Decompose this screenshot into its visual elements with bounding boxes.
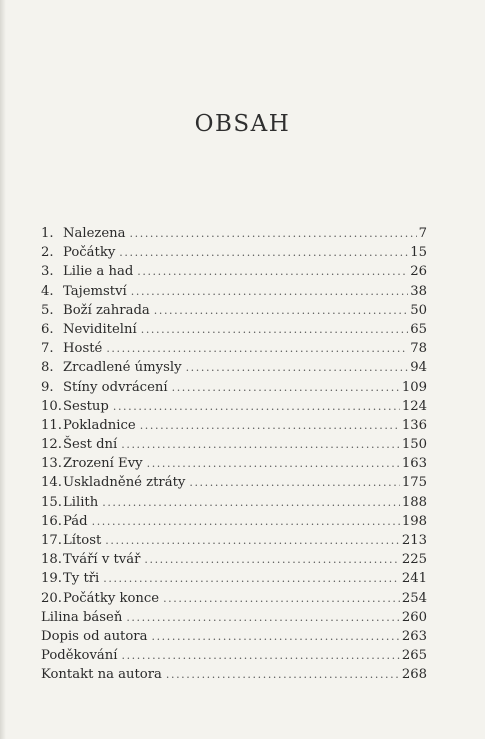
toc-entry <box>41 397 427 416</box>
dot-leader <box>103 569 400 588</box>
toc-entry-title: Uskladněné ztráty <box>63 475 186 491</box>
toc-entry-title: Boží zahrada <box>63 302 150 318</box>
dot-leader <box>119 243 408 262</box>
dot-leader <box>102 493 400 512</box>
toc-entry-number: 20. <box>41 590 62 606</box>
toc-entry-title: Počátky <box>63 245 116 261</box>
toc-entry-page: 225 <box>401 552 427 568</box>
toc-entry <box>41 608 427 627</box>
toc-entry <box>41 262 427 281</box>
toc-entry <box>41 435 427 454</box>
toc-entry-number: 6. <box>41 321 54 337</box>
toc-entry-title: Zrcadlené úmysly <box>63 360 182 376</box>
toc-entry-page: 26 <box>410 264 427 280</box>
toc-entry-page: 65 <box>410 321 427 337</box>
toc-entry-number: 5. <box>41 302 54 318</box>
toc-entry-page: 265 <box>401 648 427 664</box>
toc-entry-number: 7. <box>41 341 54 357</box>
table-of-contents <box>41 224 427 685</box>
dot-leader <box>172 378 400 397</box>
toc-entry-number: 3. <box>41 264 54 280</box>
toc-entry-title: Ty tři <box>63 571 100 587</box>
dot-leader <box>144 550 399 569</box>
toc-entry-title: Tajemství <box>63 283 127 299</box>
toc-entry-number: 15. <box>41 494 62 510</box>
dot-leader <box>126 608 400 627</box>
toc-entry <box>41 646 427 665</box>
toc-entry-title: Hosté <box>63 341 103 357</box>
toc-entry-number: 16. <box>41 513 62 529</box>
toc-entry-title: Pád <box>63 513 88 529</box>
toc-entry <box>41 569 427 588</box>
dot-leader <box>166 665 400 684</box>
page-title: OBSAH <box>194 111 291 137</box>
toc-entry-title: Sestup <box>63 398 109 414</box>
toc-entry-number: 1. <box>41 226 54 241</box>
toc-entry-title: Lítost <box>63 533 102 548</box>
dot-leader <box>92 512 400 531</box>
toc-entry <box>41 531 427 550</box>
dot-leader <box>130 224 417 243</box>
toc-entry-page: 188 <box>401 494 427 510</box>
toc-entry-page: 150 <box>401 437 427 453</box>
toc-entry-page: 38 <box>410 283 427 299</box>
toc-entry <box>41 243 427 262</box>
toc-entry-page: 50 <box>410 302 427 318</box>
dot-leader <box>121 435 400 454</box>
toc-entry-page: 7 <box>418 226 427 241</box>
dot-leader <box>121 646 399 665</box>
toc-entry-number: 2. <box>41 245 54 261</box>
toc-entry-title: Šest dní <box>63 437 118 453</box>
dot-leader <box>151 627 399 646</box>
toc-entry-page: 198 <box>401 513 427 529</box>
toc-entry-page: 94 <box>410 360 427 376</box>
toc-entry <box>41 473 427 492</box>
toc-entry <box>41 224 427 243</box>
toc-entry <box>41 358 427 377</box>
toc-entry-title: Poděkování <box>41 648 118 664</box>
toc-entry-title: Pokladnice <box>63 417 136 433</box>
dot-leader <box>137 262 408 281</box>
toc-entry <box>41 627 427 646</box>
dot-leader <box>105 531 400 550</box>
toc-entry-page: 78 <box>410 341 427 357</box>
toc-entry-page: 109 <box>401 379 427 395</box>
toc-entry-title: Neviditelní <box>63 321 137 337</box>
dot-leader <box>147 454 400 473</box>
toc-entry-page: 213 <box>401 533 427 548</box>
toc-entry-number: 19. <box>41 571 62 587</box>
toc-entry <box>41 665 427 684</box>
toc-entry-number: 13. <box>41 456 62 472</box>
toc-entry <box>41 378 427 397</box>
toc-entry-number: 10. <box>41 398 62 414</box>
toc-entry <box>41 550 427 569</box>
dot-leader <box>140 416 400 435</box>
toc-entry-page: 175 <box>401 475 427 491</box>
toc-entry-page: 260 <box>401 609 427 625</box>
toc-entry <box>41 320 427 339</box>
toc-entry-page: 124 <box>401 398 427 414</box>
toc-entry-number: 17. <box>41 533 62 548</box>
toc-entry <box>41 282 427 301</box>
toc-entry-title: Zrození Evy <box>63 456 143 472</box>
toc-entry-page: 254 <box>401 590 427 606</box>
toc-entry-title: Kontakt na autora <box>41 667 162 683</box>
toc-entry-number: 12. <box>41 437 62 453</box>
toc-entry-title: Tváří v tvář <box>63 552 141 568</box>
toc-entry-title: Stíny odvrácení <box>63 379 168 395</box>
toc-entry-number: 14. <box>41 475 62 491</box>
toc-entry <box>41 339 427 358</box>
toc-entry-title: Lilie a had <box>63 264 134 280</box>
dot-leader <box>141 320 409 339</box>
dot-leader <box>131 282 408 301</box>
toc-entry-title: Lilith <box>63 494 99 510</box>
toc-entry-number: 9. <box>41 379 54 395</box>
toc-entry-page: 163 <box>401 456 427 472</box>
toc-entry-title: Dopis od autora <box>41 628 148 644</box>
toc-entry <box>41 416 427 435</box>
toc-entry-title: Počátky konce <box>63 590 160 606</box>
dot-leader <box>106 339 408 358</box>
toc-entry-page: 268 <box>401 667 427 683</box>
dot-leader <box>186 358 409 377</box>
dot-leader <box>154 301 408 320</box>
toc-entry-page: 15 <box>410 245 427 261</box>
toc-entry <box>41 301 427 320</box>
toc-entry-page: 263 <box>401 628 427 644</box>
dot-leader <box>189 473 399 492</box>
toc-entry-number: 18. <box>41 552 62 568</box>
toc-entry-title: Lilina báseň <box>41 609 123 625</box>
toc-entry-page: 136 <box>401 417 427 433</box>
toc-entry-number: 4. <box>41 283 54 299</box>
toc-entry-title: Nalezena <box>63 226 126 241</box>
toc-entry-number: 8. <box>41 360 54 376</box>
dot-leader <box>163 589 400 608</box>
toc-entry <box>41 454 427 473</box>
toc-entry-number: 11. <box>41 417 62 433</box>
dot-leader <box>113 397 400 416</box>
toc-entry-page: 241 <box>401 571 427 587</box>
toc-entry <box>41 512 427 531</box>
toc-entry <box>41 589 427 608</box>
toc-entry <box>41 493 427 512</box>
